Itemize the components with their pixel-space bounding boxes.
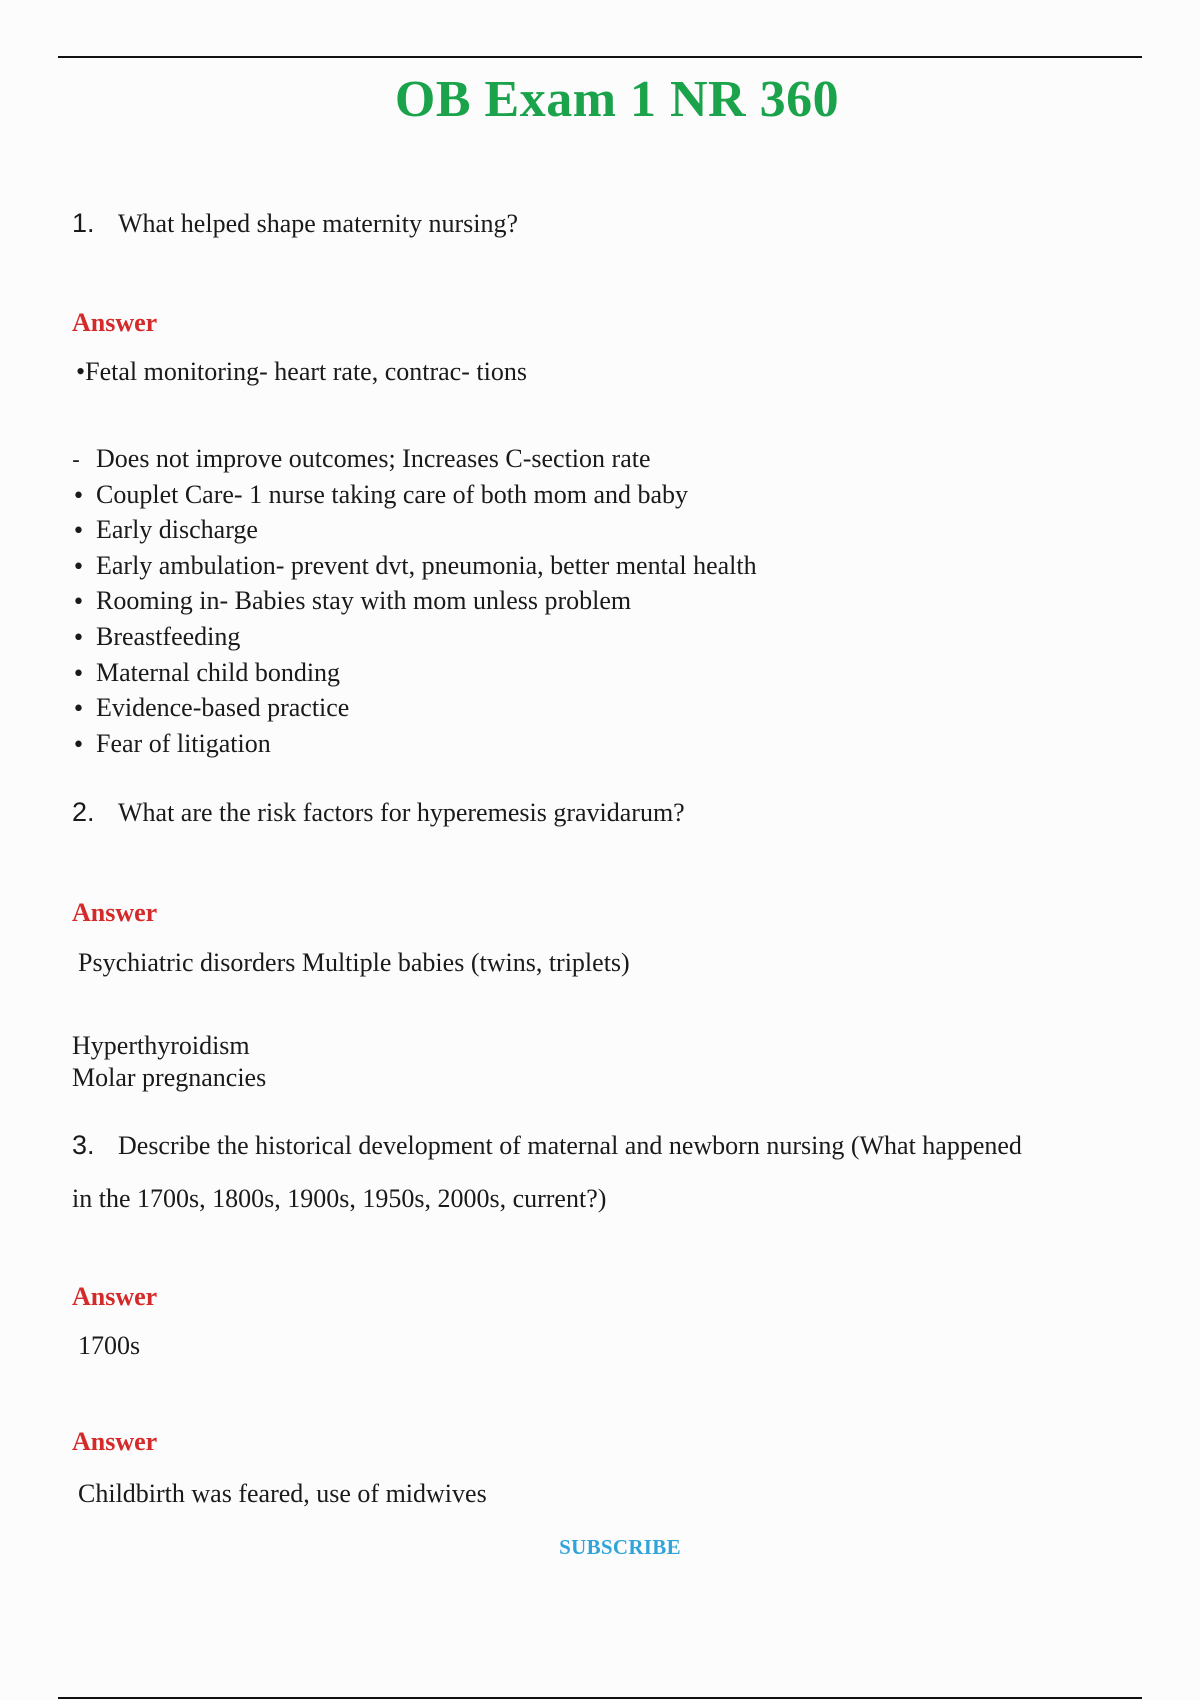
answer-label: Answer: [72, 1282, 158, 1311]
list-item: • Early ambulation- prevent dvt, pneumonia, better mental health: [72, 550, 757, 580]
list-item: • Rooming in- Babies stay with mom unless problem: [72, 586, 632, 616]
list-item: • Couplet Care- 1 nurse taking care of both mom and baby: [72, 479, 689, 509]
top-rule: [58, 56, 1142, 58]
question-2: [72, 797, 685, 828]
subscribe-link[interactable]: SUBSCRIBE: [559, 1535, 681, 1559]
list-item: • Early discharge: [72, 515, 258, 545]
list-item: - Does not improve outcomes; Increases C-section rate: [72, 444, 651, 473]
answer-text: Molar pregnancies: [72, 1063, 267, 1092]
list-item: • Evidence-based practice: [72, 693, 350, 723]
answer-text: •Fetal monitoring- heart rate, contrac- tions: [76, 357, 527, 386]
question-number: 3.: [72, 1130, 95, 1160]
answer-text: Psychiatric disorders Multiple babies (twins, triplets): [78, 948, 630, 977]
answer-text: Childbirth was feared, use of midwives: [78, 1479, 487, 1508]
question-3: [72, 1130, 1022, 1161]
document-title: OB Exam 1 NR 360: [394, 71, 840, 128]
question-text: What are the risk factors for hyperemesis gravidarum?: [118, 798, 685, 827]
question-number: 2.: [72, 797, 95, 827]
question-number: 1.: [72, 208, 95, 238]
question-text: Describe the historical development of maternal and newborn nursing (What happened: [118, 1131, 1022, 1160]
answer-text: 1700s: [78, 1331, 141, 1360]
list-item: • Maternal child bonding: [72, 657, 341, 687]
question-text-continued: in the 1700s, 1800s, 1900s, 1950s, 2000s, current?): [72, 1184, 607, 1213]
answer-label: Answer: [72, 1427, 158, 1456]
bottom-rule: [58, 1697, 1142, 1699]
answer-label: Answer: [72, 898, 158, 927]
question-text: What helped shape maternity nursing?: [118, 209, 518, 238]
list-item: • Breastfeeding: [72, 621, 241, 651]
answer-list: [72, 441, 757, 761]
answer-label: Answer: [72, 308, 158, 337]
answer-text: Hyperthyroidism: [72, 1031, 250, 1060]
list-item: • Fear of litigation: [72, 728, 271, 758]
question-1: [72, 208, 518, 239]
